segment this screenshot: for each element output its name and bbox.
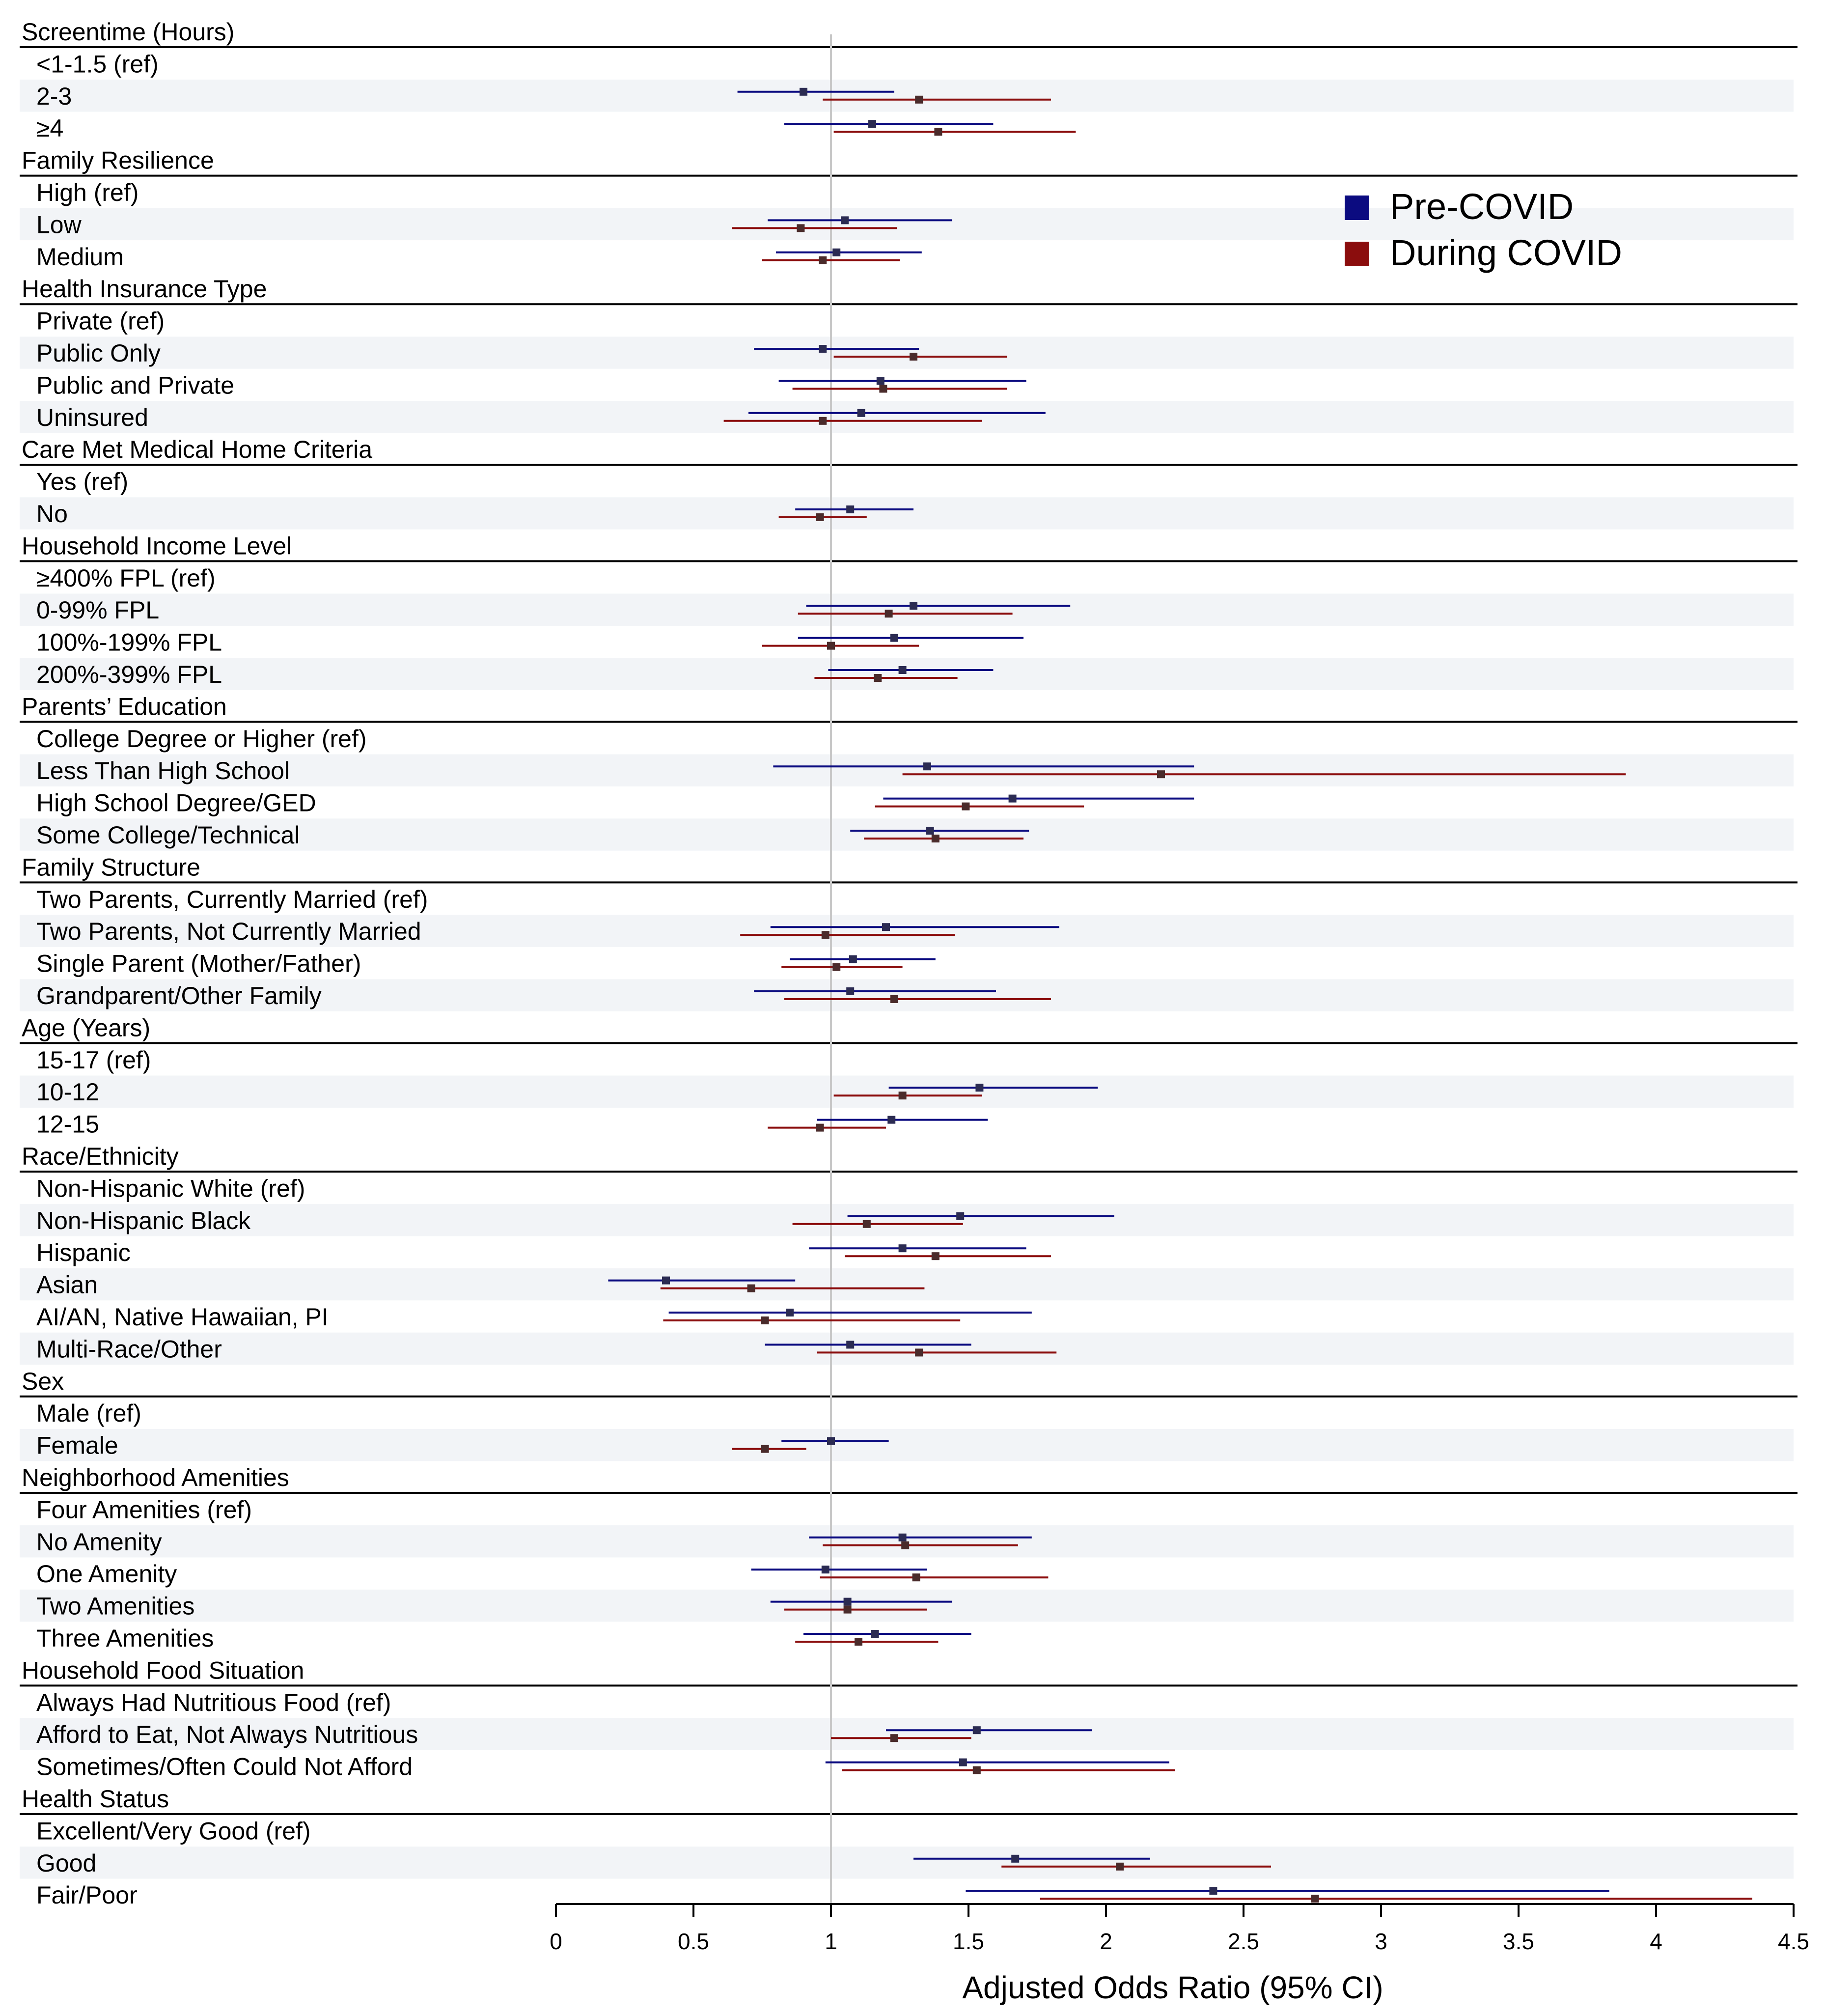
point-estimate-during-covid (747, 1285, 755, 1292)
row-label: AI/AN, Native Hawaiian, PI (36, 1303, 329, 1331)
row-label: Two Amenities (36, 1592, 195, 1620)
row-label: <1-1.5 (ref) (36, 50, 159, 78)
point-estimate-pre-covid (890, 634, 898, 642)
point-estimate-during-covid (863, 1220, 871, 1228)
row-label: Four Amenities (ref) (36, 1496, 252, 1524)
point-estimate-pre-covid (832, 249, 840, 256)
point-estimate-pre-covid (849, 955, 857, 963)
row-band (20, 1429, 1794, 1461)
row-label: Non-Hispanic Black (36, 1206, 251, 1234)
point-estimate-during-covid (901, 1541, 909, 1549)
point-estimate-during-covid (827, 642, 835, 650)
row-label: College Degree or Higher (ref) (36, 725, 367, 753)
point-estimate-pre-covid (822, 1566, 830, 1573)
point-estimate-during-covid (819, 417, 827, 425)
point-estimate-during-covid (932, 835, 940, 842)
row-band (20, 401, 1794, 433)
row-label: 100%-199% FPL (36, 628, 222, 656)
row-label: 0-99% FPL (36, 596, 160, 624)
x-axis-title: Adjusted Odds Ratio (95% CI) (962, 1970, 1383, 2005)
row-label: No Amenity (36, 1528, 162, 1556)
x-tick-label: 3 (1375, 1929, 1387, 1954)
row-label: One Amenity (36, 1560, 177, 1588)
row-label: Fair/Poor (36, 1881, 138, 1909)
legend-label: Pre-COVID (1390, 186, 1574, 227)
point-estimate-pre-covid (1009, 795, 1017, 803)
point-estimate-pre-covid (910, 602, 917, 610)
point-estimate-pre-covid (926, 827, 934, 835)
point-estimate-pre-covid (846, 1341, 854, 1348)
point-estimate-during-covid (910, 353, 917, 361)
x-tick-label: 1.5 (953, 1929, 984, 1954)
row-label: 12-15 (36, 1110, 99, 1138)
row-band (20, 658, 1794, 690)
row-label: Multi-Race/Other (36, 1335, 222, 1363)
point-estimate-during-covid (915, 96, 923, 104)
row-label: ≥400% FPL (ref) (36, 564, 216, 592)
row-label: Yes (ref) (36, 468, 129, 496)
point-estimate-pre-covid (827, 1437, 835, 1445)
point-estimate-pre-covid (887, 1116, 895, 1124)
point-estimate-pre-covid (819, 345, 827, 353)
point-estimate-during-covid (890, 995, 898, 1003)
row-label: Male (ref) (36, 1400, 141, 1428)
row-band (20, 497, 1794, 529)
x-axis (550, 1904, 1809, 1954)
point-estimate-during-covid (832, 963, 840, 971)
row-label: 15-17 (ref) (36, 1046, 151, 1074)
row-label: High (ref) (36, 179, 139, 206)
x-tick-label: 0.5 (678, 1929, 709, 1954)
x-tick-label: 3.5 (1503, 1929, 1534, 1954)
section-title: Screentime (Hours) (22, 18, 235, 46)
row-label: No (36, 500, 68, 528)
point-estimate-pre-covid (899, 1534, 907, 1541)
point-estimate-during-covid (879, 385, 887, 392)
point-estimate-pre-covid (871, 1630, 879, 1638)
x-tick-label: 4.5 (1778, 1929, 1809, 1954)
legend-swatch (1345, 196, 1369, 220)
row-label: Private (ref) (36, 307, 165, 335)
section-title: Household Food Situation (22, 1656, 304, 1684)
row-label: Grandparent/Other Family (36, 982, 322, 1009)
row-label: Asian (36, 1271, 98, 1299)
row-band (20, 1333, 1794, 1365)
point-estimate-during-covid (874, 674, 882, 682)
row-band (20, 1268, 1794, 1300)
point-estimate-during-covid (932, 1252, 940, 1260)
point-estimate-pre-covid (868, 120, 876, 128)
section-title: Age (Years) (22, 1014, 151, 1042)
row-label: High School Degree/GED (36, 789, 316, 817)
row-band (20, 1076, 1794, 1108)
point-estimate-during-covid (761, 1445, 769, 1453)
point-estimate-during-covid (934, 128, 942, 136)
row-label: 200%-399% FPL (36, 661, 222, 688)
row-label: Excellent/Very Good (ref) (36, 1817, 311, 1845)
row-label: Two Parents, Not Currently Married (36, 918, 421, 946)
row-band (20, 1590, 1794, 1622)
row-label: Afford to Eat, Not Always Nutritious (36, 1721, 418, 1749)
row-label: Female (36, 1431, 118, 1459)
row-label: Public and Private (36, 371, 235, 399)
row-label: Public Only (36, 339, 161, 367)
section-title: Household Income Level (22, 532, 292, 560)
point-estimate-during-covid (822, 931, 830, 939)
row-label: Two Parents, Currently Married (ref) (36, 885, 428, 913)
point-estimate-during-covid (962, 803, 969, 811)
row-label: ≥4 (36, 114, 64, 142)
row-band (20, 1847, 1794, 1878)
section-title: Health Status (22, 1785, 169, 1813)
row-label: Uninsured (36, 403, 148, 431)
point-estimate-pre-covid (1011, 1855, 1019, 1863)
point-estimate-during-covid (819, 256, 827, 264)
point-estimate-pre-covid (857, 409, 865, 417)
x-tick-label: 2.5 (1228, 1929, 1259, 1954)
point-estimate-during-covid (1116, 1863, 1124, 1871)
section-title: Care Met Medical Home Criteria (22, 436, 373, 464)
row-band (20, 594, 1794, 626)
row-band (20, 1204, 1794, 1236)
point-estimate-pre-covid (877, 377, 885, 385)
row-band (20, 80, 1794, 112)
point-estimate-during-covid (797, 224, 804, 232)
row-label: Less Than High School (36, 757, 290, 785)
x-tick-label: 2 (1100, 1929, 1112, 1954)
point-estimate-pre-covid (899, 1244, 907, 1252)
row-label: Single Parent (Mother/Father) (36, 950, 361, 978)
point-estimate-during-covid (973, 1766, 981, 1774)
point-estimate-during-covid (915, 1348, 923, 1356)
section-title: Sex (22, 1367, 64, 1395)
point-estimate-pre-covid (846, 505, 854, 513)
point-estimate-during-covid (1311, 1895, 1319, 1903)
point-estimate-during-covid (899, 1092, 907, 1099)
row-labels (22, 18, 428, 1909)
section-title: Family Structure (22, 853, 200, 881)
point-estimate-during-covid (912, 1573, 920, 1581)
point-estimate-during-covid (844, 1606, 852, 1614)
section-title: Neighborhood Amenities (22, 1464, 289, 1491)
point-estimate-pre-covid (800, 88, 807, 96)
point-estimate-pre-covid (662, 1277, 670, 1285)
section-title: Health Insurance Type (22, 275, 267, 303)
section-title: Parents’ Education (22, 693, 227, 721)
point-estimate-pre-covid (882, 923, 890, 931)
point-estimate-pre-covid (841, 216, 849, 224)
point-estimate-pre-covid (1209, 1887, 1217, 1895)
point-estimate-during-covid (761, 1316, 769, 1324)
row-label: Sometimes/Often Could Not Afford (36, 1753, 413, 1781)
x-tick-label: 1 (825, 1929, 837, 1954)
point-estimate-pre-covid (899, 666, 907, 674)
row-label: 2-3 (36, 82, 72, 110)
x-tick-label: 4 (1650, 1929, 1662, 1954)
point-estimate-pre-covid (844, 1598, 852, 1606)
point-estimate-during-covid (885, 610, 893, 617)
x-tick-label: 0 (550, 1929, 562, 1954)
point-estimate-pre-covid (975, 1084, 983, 1092)
point-estimate-during-covid (816, 1124, 824, 1132)
row-label: Always Had Nutritious Food (ref) (36, 1688, 391, 1716)
point-estimate-during-covid (1157, 770, 1165, 778)
point-estimate-pre-covid (973, 1726, 981, 1734)
point-estimate-pre-covid (956, 1212, 964, 1220)
section-title: Family Resilience (22, 146, 214, 174)
point-estimate-during-covid (816, 513, 824, 521)
row-label: Low (36, 211, 82, 239)
row-label: Three Amenities (36, 1624, 214, 1652)
row-label: Medium (36, 243, 124, 271)
row-label: Good (36, 1849, 97, 1877)
legend-swatch (1345, 242, 1369, 266)
row-label: Hispanic (36, 1239, 131, 1267)
point-estimate-during-covid (890, 1734, 898, 1742)
point-estimate-pre-covid (959, 1759, 967, 1766)
row-label: Some College/Technical (36, 821, 300, 849)
section-title: Race/Ethnicity (22, 1143, 179, 1170)
point-estimate-pre-covid (846, 987, 854, 995)
point-estimate-during-covid (855, 1638, 862, 1646)
point-estimate-pre-covid (786, 1309, 794, 1316)
row-label: Non-Hispanic White (ref) (36, 1175, 305, 1203)
point-estimate-pre-covid (923, 762, 931, 770)
legend-label: During COVID (1390, 232, 1622, 273)
row-band (20, 336, 1794, 368)
row-label: 10-12 (36, 1078, 99, 1106)
